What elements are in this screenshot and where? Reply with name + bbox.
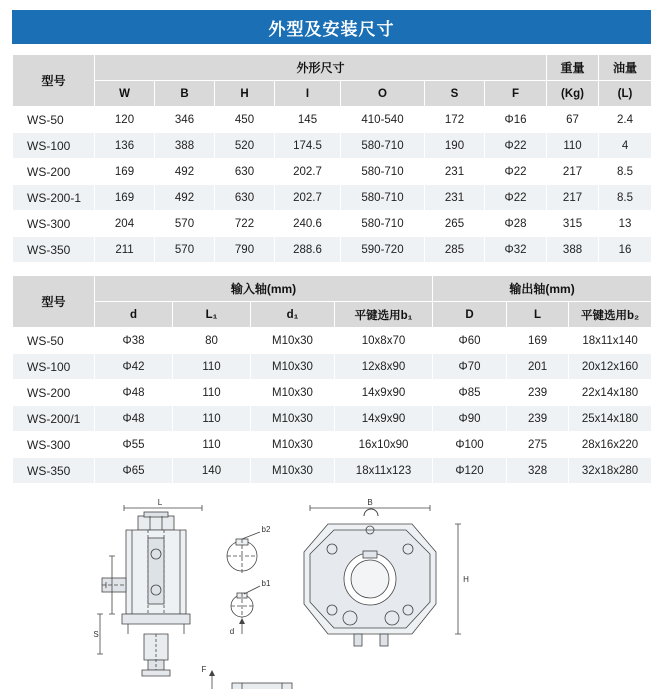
cell-f: Φ16	[485, 107, 547, 133]
cell-b: 492	[155, 159, 215, 185]
cell-key-b2: 32x18x280	[569, 458, 652, 484]
th-model-2: 型号	[13, 276, 95, 328]
cell-key-b1: 14x9x90	[335, 406, 433, 432]
cell-model: WS-100	[13, 133, 95, 159]
label-b1: b1	[261, 579, 270, 588]
table-row	[13, 380, 652, 406]
cell-weight: 315	[547, 211, 599, 237]
cell-model: WS-300	[13, 432, 95, 458]
th-oil: 油量	[599, 55, 652, 81]
table-row	[13, 354, 652, 380]
label-H: H	[462, 575, 469, 584]
table-row	[13, 432, 652, 458]
cell-weight: 110	[547, 133, 599, 159]
cell-f: Φ32	[485, 237, 547, 263]
cell-o: 580-710	[341, 133, 425, 159]
table-row	[13, 328, 652, 354]
cell-h: 722	[215, 211, 275, 237]
cell-weight: 388	[547, 237, 599, 263]
cell-d: Φ48	[95, 380, 173, 406]
shaft-table	[12, 275, 652, 484]
cell-h: 630	[215, 159, 275, 185]
th-h: H	[215, 81, 275, 107]
cell-d: Φ38	[95, 328, 173, 354]
cell-oil: 2.4	[599, 107, 652, 133]
cell-key-b2: 25x14x180	[569, 406, 652, 432]
cell-key-b2: 20x12x160	[569, 354, 652, 380]
label-L: L	[157, 498, 162, 507]
cell-d1: M10x30	[251, 380, 335, 406]
table-row	[13, 458, 652, 484]
cell-key-b1: 14x9x90	[335, 380, 433, 406]
table-row	[13, 185, 652, 211]
table-row	[13, 133, 652, 159]
cell-model: WS-100	[13, 354, 95, 380]
cell-w: 120	[95, 107, 155, 133]
th-output-shaft: 输出轴(mm)	[433, 276, 652, 302]
cell-oil: 4	[599, 133, 652, 159]
cell-L: 239	[507, 406, 569, 432]
th-oil-unit: (L)	[599, 81, 652, 107]
cell-L: 169	[507, 328, 569, 354]
cell-b: 570	[155, 211, 215, 237]
cell-L: 328	[507, 458, 569, 484]
cell-d: Φ65	[95, 458, 173, 484]
cell-D: Φ120	[433, 458, 507, 484]
cell-oil: 16	[599, 237, 652, 263]
th-l1: L₁	[173, 302, 251, 328]
cell-s: 285	[425, 237, 485, 263]
cell-oil: 13	[599, 211, 652, 237]
th-outer-dims: 外形尺寸	[95, 55, 547, 81]
cell-key-b1: 16x10x90	[335, 432, 433, 458]
cell-d1: M10x30	[251, 328, 335, 354]
table-row	[13, 406, 652, 432]
cell-d: Φ55	[95, 432, 173, 458]
cell-h: 630	[215, 185, 275, 211]
cell-w: 211	[95, 237, 155, 263]
cell-model: WS-300	[13, 211, 95, 237]
cell-l1: 110	[173, 380, 251, 406]
cell-w: 169	[95, 159, 155, 185]
cell-d1: M10x30	[251, 458, 335, 484]
cell-i: 240.6	[275, 211, 341, 237]
cell-D: Φ60	[433, 328, 507, 354]
cell-o: 590-720	[341, 237, 425, 263]
gearbox-outline-drawing	[92, 494, 572, 689]
cell-weight: 217	[547, 159, 599, 185]
label-B: B	[366, 498, 373, 507]
cell-D: Φ100	[433, 432, 507, 458]
label-d: d	[229, 627, 234, 636]
cell-o: 580-710	[341, 211, 425, 237]
cell-D: Φ90	[433, 406, 507, 432]
cell-h: 790	[215, 237, 275, 263]
th-o: O	[341, 81, 425, 107]
cell-key-b2: 28x16x220	[569, 432, 652, 458]
label-F: F	[201, 665, 206, 674]
cell-l1: 140	[173, 458, 251, 484]
cell-weight: 67	[547, 107, 599, 133]
cell-model: WS-350	[13, 237, 95, 263]
cell-o: 580-710	[341, 159, 425, 185]
cell-L: 239	[507, 380, 569, 406]
cell-i: 288.6	[275, 237, 341, 263]
cell-model: WS-200	[13, 159, 95, 185]
cell-l1: 110	[173, 432, 251, 458]
cell-L: 275	[507, 432, 569, 458]
cell-model: WS-200/1	[13, 406, 95, 432]
cell-h: 520	[215, 133, 275, 159]
cell-l1: 80	[173, 328, 251, 354]
cell-o: 410-540	[341, 107, 425, 133]
label-S: S	[92, 630, 99, 639]
cell-i: 145	[275, 107, 341, 133]
cell-f: Φ22	[485, 159, 547, 185]
cell-s: 190	[425, 133, 485, 159]
cell-s: 172	[425, 107, 485, 133]
th-s: S	[425, 81, 485, 107]
cell-key-b2: 18x11x140	[569, 328, 652, 354]
table-row	[13, 211, 652, 237]
cell-key-b1: 18x11x123	[335, 458, 433, 484]
cell-key-b1: 10x8x70	[335, 328, 433, 354]
cell-b: 388	[155, 133, 215, 159]
cell-d: Φ48	[95, 406, 173, 432]
cell-key-b1: 12x8x90	[335, 354, 433, 380]
cell-d1: M10x30	[251, 354, 335, 380]
label-b2: b2	[261, 525, 270, 534]
cell-b: 570	[155, 237, 215, 263]
cell-d: Φ42	[95, 354, 173, 380]
cell-L: 201	[507, 354, 569, 380]
cell-i: 174.5	[275, 133, 341, 159]
th-f: F	[485, 81, 547, 107]
label-I: I	[104, 581, 107, 590]
th-weight-unit: (Kg)	[547, 81, 599, 107]
cell-D: Φ85	[433, 380, 507, 406]
th-i: I	[275, 81, 341, 107]
cell-l1: 110	[173, 406, 251, 432]
cell-key-b2: 22x14x180	[569, 380, 652, 406]
cell-d1: M10x30	[251, 406, 335, 432]
cell-model: WS-200-1	[13, 185, 95, 211]
cell-s: 231	[425, 159, 485, 185]
cell-w: 204	[95, 211, 155, 237]
page-title: 外型及安装尺寸	[12, 10, 651, 44]
cell-w: 136	[95, 133, 155, 159]
cell-i: 202.7	[275, 159, 341, 185]
cell-d1: M10x30	[251, 432, 335, 458]
th-input-shaft: 输入轴(mm)	[95, 276, 433, 302]
th-b: B	[155, 81, 215, 107]
cell-o: 580-710	[341, 185, 425, 211]
cell-h: 450	[215, 107, 275, 133]
th-L: L	[507, 302, 569, 328]
th-key-b2: 平键选用b₂	[569, 302, 652, 328]
table-row	[13, 107, 652, 133]
cell-b: 492	[155, 185, 215, 211]
table-row	[13, 159, 652, 185]
cell-b: 346	[155, 107, 215, 133]
cell-f: Φ22	[485, 133, 547, 159]
cell-f: Φ28	[485, 211, 547, 237]
th-d1: d₁	[251, 302, 335, 328]
cell-weight: 217	[547, 185, 599, 211]
cell-oil: 8.5	[599, 159, 652, 185]
cell-oil: 8.5	[599, 185, 652, 211]
cell-D: Φ70	[433, 354, 507, 380]
cell-model: WS-350	[13, 458, 95, 484]
cell-w: 169	[95, 185, 155, 211]
cell-s: 231	[425, 185, 485, 211]
technical-drawing	[0, 494, 663, 689]
cell-l1: 110	[173, 354, 251, 380]
th-d: d	[95, 302, 173, 328]
th-weight: 重量	[547, 55, 599, 81]
th-D: D	[433, 302, 507, 328]
cell-model: WS-200	[13, 380, 95, 406]
dimension-table-outer	[12, 54, 652, 263]
cell-s: 265	[425, 211, 485, 237]
cell-model: WS-50	[13, 107, 95, 133]
cell-model: WS-50	[13, 328, 95, 354]
th-w: W	[95, 81, 155, 107]
th-model: 型号	[13, 55, 95, 107]
th-key-b1: 平键选用b₁	[335, 302, 433, 328]
cell-i: 202.7	[275, 185, 341, 211]
cell-f: Φ22	[485, 185, 547, 211]
table-row	[13, 237, 652, 263]
